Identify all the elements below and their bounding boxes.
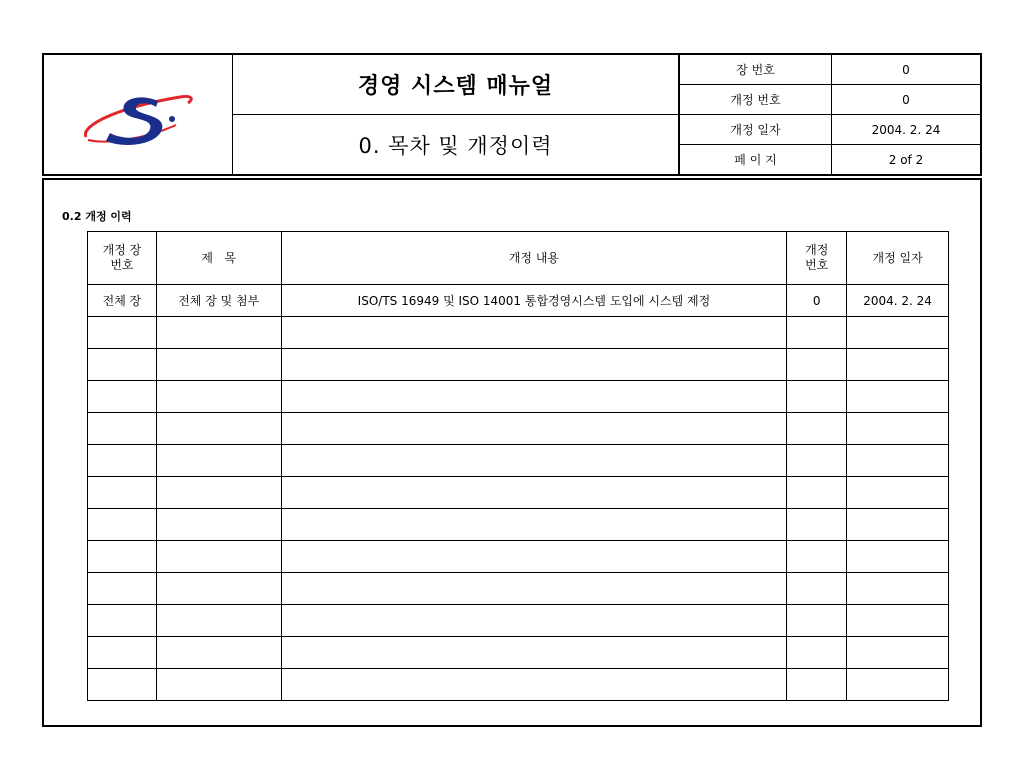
cell-title	[156, 381, 281, 413]
cell-content	[281, 477, 787, 509]
table-row	[88, 605, 949, 637]
cell-content: ISO/TS 16949 및 ISO 14001 통합경영시스템 도입에 시스템 제정	[281, 285, 787, 317]
cell-revision	[787, 477, 847, 509]
cell-chapter	[88, 605, 157, 637]
cell-content	[281, 573, 787, 605]
cell-title	[156, 317, 281, 349]
cell-revision	[787, 349, 847, 381]
revision-rows	[88, 285, 949, 701]
cell-chapter	[88, 445, 157, 477]
document-meta-table	[679, 55, 980, 174]
table-row	[88, 669, 949, 701]
cell-title	[156, 605, 281, 637]
table-row	[88, 637, 949, 669]
table-row	[88, 381, 949, 413]
cell-title	[156, 477, 281, 509]
cell-chapter	[88, 637, 157, 669]
cell-title	[156, 573, 281, 605]
cell-revision	[787, 573, 847, 605]
cell-title	[156, 413, 281, 445]
cell-title	[156, 445, 281, 477]
cell-content	[281, 605, 787, 637]
cell-content	[281, 541, 787, 573]
cell-content	[281, 381, 787, 413]
table-row	[88, 541, 949, 573]
cell-content	[281, 317, 787, 349]
header-chapter-number: 개정 장 번호	[88, 232, 157, 285]
header-content: 개정 내용	[281, 232, 787, 285]
table-row	[88, 445, 949, 477]
cell-date	[847, 509, 949, 541]
cell-content	[281, 445, 787, 477]
cell-content	[281, 509, 787, 541]
cell-date	[847, 637, 949, 669]
cell-revision	[787, 605, 847, 637]
cell-chapter	[88, 317, 157, 349]
cell-date	[847, 605, 949, 637]
meta-label: 장 번호	[680, 55, 832, 85]
cell-title	[156, 541, 281, 573]
cell-date	[847, 541, 949, 573]
cell-title	[156, 509, 281, 541]
cell-revision	[787, 413, 847, 445]
cell-title: 전체 장 및 첨부	[156, 285, 281, 317]
logo-cell	[44, 55, 233, 174]
cell-date	[847, 317, 949, 349]
table-row	[88, 413, 949, 445]
meta-row	[680, 55, 981, 85]
cell-chapter	[88, 349, 157, 381]
manual-title: 경영 시스템 매뉴얼	[233, 55, 679, 115]
cell-revision	[787, 637, 847, 669]
cell-date	[847, 349, 949, 381]
table-row	[88, 509, 949, 541]
meta-row	[680, 145, 981, 175]
cell-date: 2004. 2. 24	[847, 285, 949, 317]
cell-revision: 0	[787, 285, 847, 317]
cell-date	[847, 381, 949, 413]
meta-value: 0	[832, 55, 981, 85]
cell-content	[281, 669, 787, 701]
document-body	[42, 178, 982, 727]
header-revision-number: 개정 번호	[787, 232, 847, 285]
cell-title	[156, 637, 281, 669]
meta-label: 개정 번호	[680, 85, 832, 115]
table-row	[88, 573, 949, 605]
header-title: 제 목	[156, 232, 281, 285]
cell-date	[847, 573, 949, 605]
cell-revision	[787, 445, 847, 477]
cell-chapter	[88, 413, 157, 445]
table-row	[88, 285, 949, 317]
cell-chapter	[88, 381, 157, 413]
table-row	[88, 477, 949, 509]
cell-revision	[787, 317, 847, 349]
company-s-logo-icon	[80, 85, 200, 149]
cell-chapter: 전체 장	[88, 285, 157, 317]
meta-row	[680, 85, 981, 115]
cell-chapter	[88, 573, 157, 605]
meta-value: 2 of 2	[832, 145, 981, 175]
table-row	[88, 349, 949, 381]
cell-date	[847, 669, 949, 701]
table-header-row	[88, 232, 949, 285]
cell-chapter	[88, 541, 157, 573]
cell-date	[847, 477, 949, 509]
cell-chapter	[88, 669, 157, 701]
cell-revision	[787, 669, 847, 701]
cell-date	[847, 413, 949, 445]
section-title: 0.2 개정 이력	[62, 210, 132, 223]
cell-content	[281, 349, 787, 381]
meta-label: 페 이 지	[680, 145, 832, 175]
cell-title	[156, 669, 281, 701]
cell-title	[156, 349, 281, 381]
cell-date	[847, 445, 949, 477]
cell-content	[281, 637, 787, 669]
cell-chapter	[88, 477, 157, 509]
document-header	[42, 53, 982, 176]
cell-revision	[787, 381, 847, 413]
cell-content	[281, 413, 787, 445]
meta-value: 0	[832, 85, 981, 115]
cell-revision	[787, 541, 847, 573]
header-revision-date: 개정 일자	[847, 232, 949, 285]
section-heading: 0. 목차 및 개정이력	[233, 115, 679, 174]
meta-value: 2004. 2. 24	[832, 115, 981, 145]
cell-revision	[787, 509, 847, 541]
revision-history-table	[87, 231, 949, 701]
table-row	[88, 317, 949, 349]
meta-row	[680, 115, 981, 145]
cell-chapter	[88, 509, 157, 541]
meta-label: 개정 일자	[680, 115, 832, 145]
